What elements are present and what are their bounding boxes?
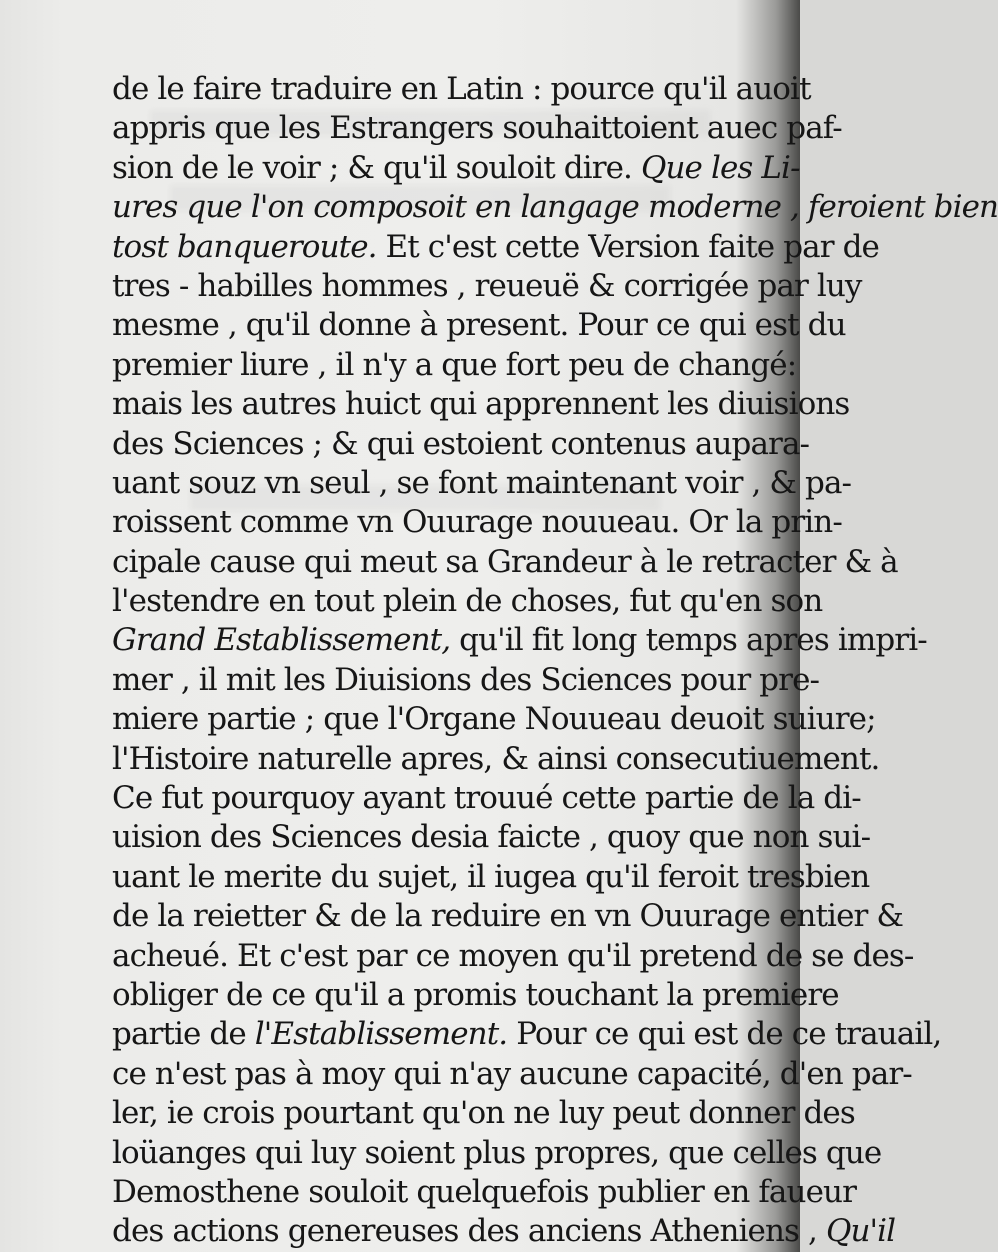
italic-text: Qu'il: [825, 1213, 896, 1250]
italic-text: l'Establissement.: [254, 1016, 508, 1053]
text-segment: qu'il fit long temps apres impri-: [450, 622, 927, 659]
text-line: [112, 700, 876, 739]
text-segment: Et c'est cette Version faite par de: [376, 228, 879, 265]
text-segment: sion de le voir ; & qu'il souloit dire.: [112, 149, 641, 186]
text-segment: l'Histoire naturelle apres, & ainsi consecutiuement.: [112, 740, 880, 777]
text-segment: mesme , qu'il donne à present. Pour ce qui est du: [112, 307, 846, 344]
text-segment: uant souz vn seul , se font maintenant voir , & pa-: [112, 464, 852, 501]
text-segment: de la reietter & de la reduire en vn Ouurage entier &: [112, 898, 904, 935]
text-segment: Pour ce qui est de ce trauail,: [507, 1016, 942, 1053]
text-line: [112, 1134, 882, 1173]
text-segment: uision des Sciences desia faicte , quoy que non sui-: [112, 819, 871, 856]
text-line: [112, 188, 998, 227]
text-line: [112, 818, 871, 857]
text-line: [112, 425, 810, 464]
text-segment: acheué. Et c'est par ce moyen qu'il pretend de se des-: [112, 937, 914, 974]
text-line: [112, 306, 846, 345]
text-segment: Demosthene souloit quelquefois publier en faueur: [112, 1173, 857, 1210]
text-segment: mais les autres huict qui apprennent les diuisions: [112, 386, 850, 423]
italic-text: Grand Establissement,: [112, 622, 451, 659]
text-line: [112, 740, 880, 779]
text-line: [112, 1015, 942, 1054]
text-line: [112, 109, 842, 148]
text-line: [112, 1173, 857, 1212]
text-segment: de le faire traduire en Latin : pource qu'il auoit: [112, 71, 811, 107]
text-segment: l'estendre en tout plein de choses, fut qu'en son: [112, 583, 823, 620]
text-segment: Ce fut pourquoy ayant trouué cette partie de la di-: [112, 780, 861, 817]
text-segment: cipale cause qui meut sa Grandeur à le retracter & à: [112, 543, 898, 580]
text-segment: appris que les Estrangers souhaittoient auec paf-: [112, 110, 842, 147]
text-line: [112, 976, 839, 1015]
text-segment: miere partie ; que l'Organe Nouueau deuoit suiure;: [112, 701, 876, 738]
text-segment: uant le merite du sujet, il iugea qu'il feroit tresbien: [112, 858, 870, 895]
text-segment: premier liure , il n'y a que fort peu de changé:: [112, 346, 797, 383]
text-line: [112, 582, 823, 621]
text-line: [112, 70, 811, 109]
text-segment: partie de: [112, 1016, 255, 1053]
text-segment: roissent comme vn Ouurage nouueau. Or la prin-: [112, 504, 842, 541]
italic-text: ures que l'on composoit en langage moderne , feroient bien: [112, 189, 998, 226]
text-segment: tres - habilles hommes , reueuë & corrigée par luy: [112, 267, 862, 304]
text-segment: mer , il mit les Diuisions des Sciences pour pre-: [112, 661, 820, 698]
text-line: [112, 661, 820, 700]
text-line: [112, 937, 914, 976]
text-line: [112, 621, 927, 660]
text-line: [112, 779, 861, 818]
text-line: [112, 897, 904, 936]
text-line: [112, 228, 879, 267]
text-segment: loüanges qui luy soient plus propres, que celles que: [112, 1134, 882, 1171]
text-line: [112, 543, 898, 582]
text-segment: ler, ie crois pourtant qu'on ne luy peut donner des: [112, 1095, 855, 1132]
text-line: [112, 464, 852, 503]
text-line: [112, 858, 870, 897]
text-line: [112, 1055, 912, 1094]
text-segment: des Sciences ; & qui estoient contenus aupara-: [112, 425, 810, 462]
text-segment: ce n'est pas à moy qui n'ay aucune capacité, d'en par-: [112, 1055, 912, 1092]
text-line: [112, 1212, 896, 1251]
italic-text: tost banqueroute.: [112, 228, 377, 265]
text-segment: des actions genereuses des anciens Atheniens ,: [112, 1213, 826, 1250]
text-line: [112, 385, 850, 424]
text-line: [112, 1094, 855, 1133]
text-line: [112, 503, 842, 542]
text-segment: obliger de ce qu'il a promis touchant la premiere: [112, 976, 839, 1013]
text-line: [112, 149, 800, 188]
italic-text: Que les Li-: [640, 149, 800, 186]
text-line: [112, 267, 862, 306]
body-text: [112, 70, 998, 1252]
text-line: [112, 346, 797, 385]
